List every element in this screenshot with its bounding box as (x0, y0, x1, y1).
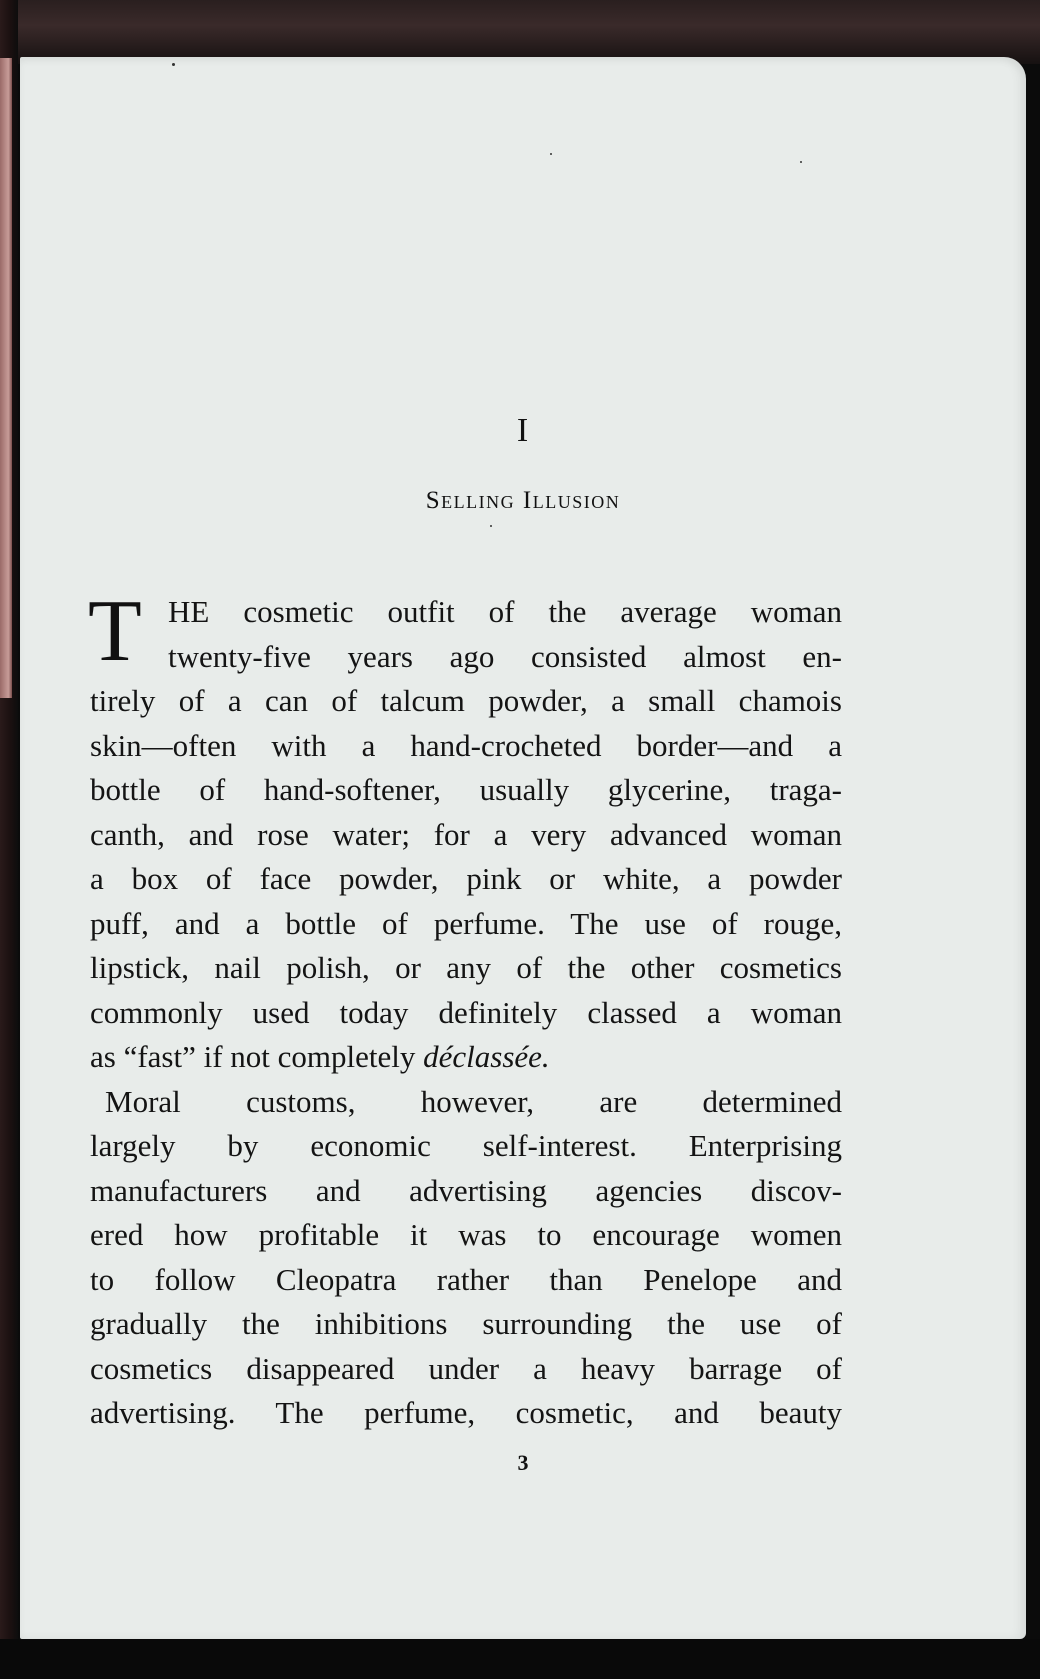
paragraph-1 (88, 583, 842, 1080)
paper-speck (550, 153, 552, 155)
drop-cap: T (88, 583, 142, 680)
text-line: commonly used today definitely classed a woman (90, 994, 842, 1030)
text-line: a box of face powder, pink or white, a powder (90, 861, 842, 896)
text-line: canth, and rose water; for a very advanced woman (90, 816, 842, 852)
paragraph-2 (90, 1080, 842, 1436)
chapter-number: I (516, 412, 530, 449)
text-line: twenty-five years ago consisted almost en- (168, 638, 842, 674)
text-line: Moral customs, however, are determined (105, 1083, 842, 1119)
book-page (20, 57, 1026, 1639)
text-line: cosmetics disappeared under a heavy barrage of (90, 1350, 842, 1386)
paper-speck (172, 63, 175, 66)
background-bottom (0, 1639, 1040, 1679)
paper-speck (800, 161, 802, 163)
text-line: to follow Cleopatra rather than Penelope and (90, 1261, 842, 1297)
text-line: bottle of hand-softener, usually glycerine, traga- (90, 772, 842, 807)
page-number: 3 (517, 1450, 529, 1475)
text-line: lipstick, nail polish, or any of the other cosmetics (90, 950, 842, 985)
text-line: tirely of a can of talcum powder, a small chamois (90, 683, 842, 718)
body-text (88, 583, 842, 1436)
text-line: ered how profitable it was to encourage women (90, 1217, 842, 1252)
text-line: advertising. The perfume, cosmetic, and beauty (90, 1395, 842, 1430)
text-line: gradually the inhibitions surrounding the use of (90, 1306, 842, 1341)
text-line (90, 1035, 842, 1080)
text-line-content: as “fast” if not completely (90, 1039, 424, 1074)
paper-speck (490, 525, 492, 527)
text-line: manufacturers and advertising agencies discov- (90, 1172, 842, 1208)
italic-word: déclassée. (423, 1039, 550, 1074)
text-line: puff, and a bottle of perfume. The use of rouge, (90, 905, 842, 941)
text-line: skin—often with a hand-crocheted border—and a (90, 727, 842, 763)
text-line: largely by economic self-interest. Enterprising (90, 1128, 842, 1163)
chapter-title: Selling Illusion (425, 487, 621, 514)
text-line-content: HE cosmetic outfit of the average woman (168, 594, 842, 629)
book-cover-edge (0, 58, 12, 698)
background-top (0, 0, 1040, 64)
